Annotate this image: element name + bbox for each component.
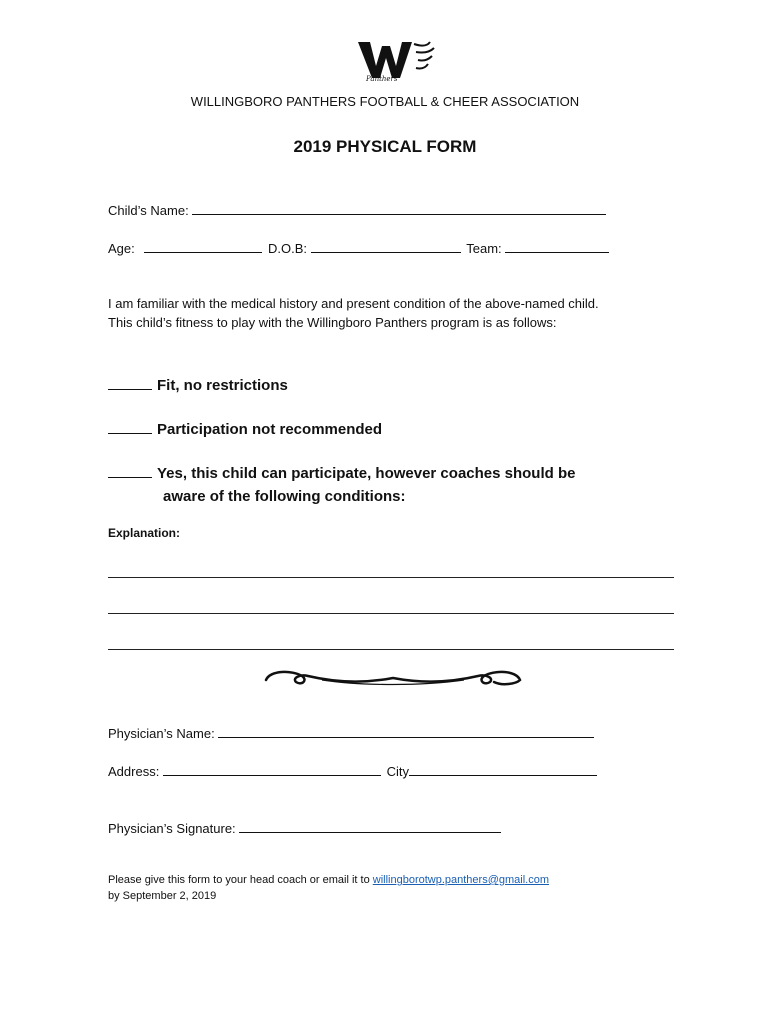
physician-name-label: Physician’s Name: (108, 726, 215, 741)
footer-instruction: Please give this form to your head coach or email it to (108, 874, 370, 886)
option-not-recommended-checkline[interactable] (108, 419, 152, 434)
option-not-recommended (108, 418, 382, 441)
signature-label: Physician’s Signature: (108, 821, 236, 836)
age-label: Age: (108, 241, 135, 256)
child-name-field[interactable] (192, 202, 606, 215)
address-label: Address: (108, 764, 160, 779)
footer-line-1 (108, 872, 549, 888)
email-link[interactable]: willingborotwp.panthers@gmail.com (372, 874, 549, 886)
panthers-logo (356, 38, 436, 82)
address-row (108, 763, 597, 779)
footer-deadline: by September 2, 2019 (108, 890, 217, 902)
city-field[interactable] (409, 763, 597, 776)
option-conditions-checkline[interactable] (108, 463, 152, 478)
explanation-line-2[interactable] (108, 613, 674, 614)
address-field[interactable] (163, 763, 381, 776)
organization-name: WILLINGBORO PANTHERS FOOTBALL & CHEER ASSOCIATION (190, 94, 580, 109)
footer-instructions (108, 872, 549, 904)
city-label: City (386, 764, 409, 779)
signature-field[interactable] (239, 820, 501, 833)
team-label: Team: (466, 241, 502, 256)
fitness-statement (108, 294, 599, 332)
signature-row (108, 820, 501, 836)
option-fit-text: Fit, no restrictions (157, 377, 288, 394)
form-title: 2019 PHYSICAL FORM (293, 137, 477, 156)
dob-label: D.O.B: (268, 241, 308, 256)
explanation-label: Explanation: (108, 526, 181, 540)
statement-line-2: This child’s fitness to play with the Willingboro Panthers program is as follows: (108, 315, 557, 330)
statement-line-1: I am familiar with the medical history and present condition of the above-named child. (108, 296, 599, 311)
child-name-label: Child’s Name: (108, 203, 189, 218)
age-field[interactable] (144, 240, 262, 253)
age-dob-team-row (108, 240, 609, 256)
flourish-divider (262, 664, 524, 694)
team-field[interactable] (505, 240, 609, 253)
option-not-recommended-text: Participation not recommended (157, 421, 383, 438)
physician-name-field[interactable] (218, 725, 594, 738)
option-conditions-text: Yes, this child can participate, however coaches should be (157, 465, 576, 482)
option-fit (108, 374, 288, 397)
explanation-line-1[interactable] (108, 577, 674, 578)
option-conditions (108, 462, 575, 508)
explanation-line-3[interactable] (108, 649, 674, 650)
physician-name-row (108, 725, 594, 741)
logo-subtext: Panthers (366, 75, 398, 82)
dob-field[interactable] (311, 240, 461, 253)
option-fit-checkline[interactable] (108, 375, 152, 390)
child-name-row (108, 202, 606, 218)
option-conditions-continuation: aware of the following conditions: (163, 488, 406, 505)
